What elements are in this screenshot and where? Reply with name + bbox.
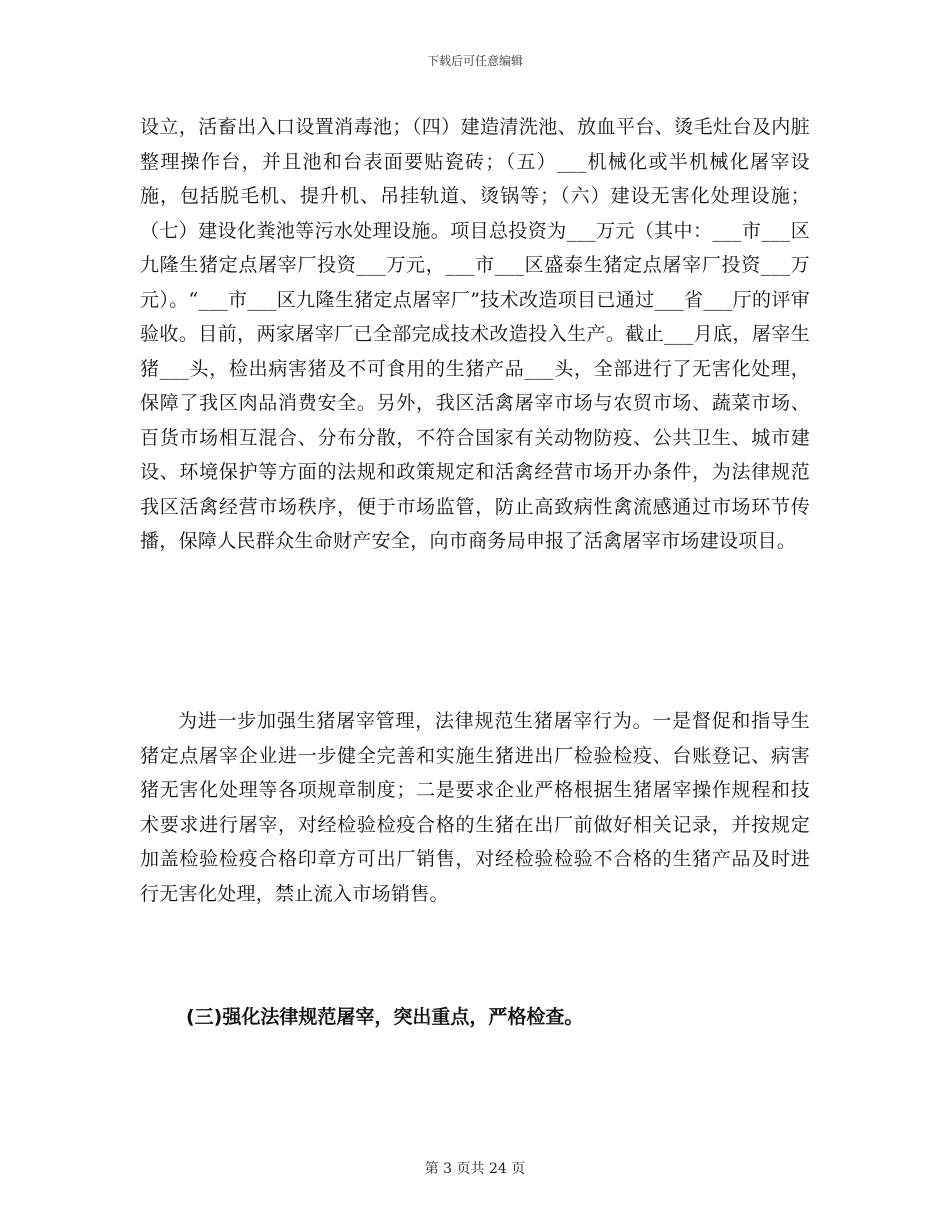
body-paragraph-1: 设立，活畜出入口设置消毒池；（四）建造清洗池、放血平台、烫毛灶台及内脏整理操作台，并且池和台表面要贴瓷砖；（五）___机械化或半机械化屠宰设施，包括脱毛机、提升机、吊挂轨道、烫锅等；（六）建设无害化处理设施；（七）建设化粪池等污水处理设施。项目总投资为___万元（其中：___市___区九隆生猪定点屠宰厂投资___万元，___市___区盛泰生猪定点屠宰厂投资___万元）。“___市___区九隆生猪定点屠宰厂”技术改造项目已通过___省___厅的评审验收。目前，两家屠宰厂已全部完成技术改造投入生产。截止___月底，屠宰生猪___头，检出病害猪及不可食用的生猪产品___头，全部进行了无害化处理，保障了我区肉品消费安全。另外，我区活禽屠宰市场与农贸市场、蔬菜市场、百货市场相互混合、分布分散，不符合国家有关动物防疫、公共卫生、城市建设、环境保护等方面的法规和政策规定和活禽经营市场开办条件，为法律规范我区活禽经营市场秩序，便于市场监管，防止高致病性禽流感通过市场环节传播，保障人民群众生命财产安全，向市商务局申报了活禽屠宰市场建设项目。	[140, 116, 810, 552]
section-heading: (三)强化法律规范屠宰，突出重点，严格检查。	[186, 1006, 584, 1028]
page-footer: 第 3 页共 24 页	[424, 1161, 526, 1177]
body-paragraph-2: 为进一步加强生猪屠宰管理，法律规范生猪屠宰行为。一是督促和指导生猪定点屠宰企业进一步健全完善和实施生猪进出厂检验检疫、台账登记、病害猪无害化处理等各项规章制度；二是要求企业严格根据生猪屠宰操作规程和技术要求进行屠宰，对经检验检疫合格的生猪在出厂前做好相关记录，并按规定加盖检验检疫合格印章方可出厂销售，对经检验检验不合格的生猪产品及时进行无害化处理，禁止流入市场销售。	[140, 710, 810, 905]
page-header: 下载后可任意编辑	[426, 54, 523, 68]
